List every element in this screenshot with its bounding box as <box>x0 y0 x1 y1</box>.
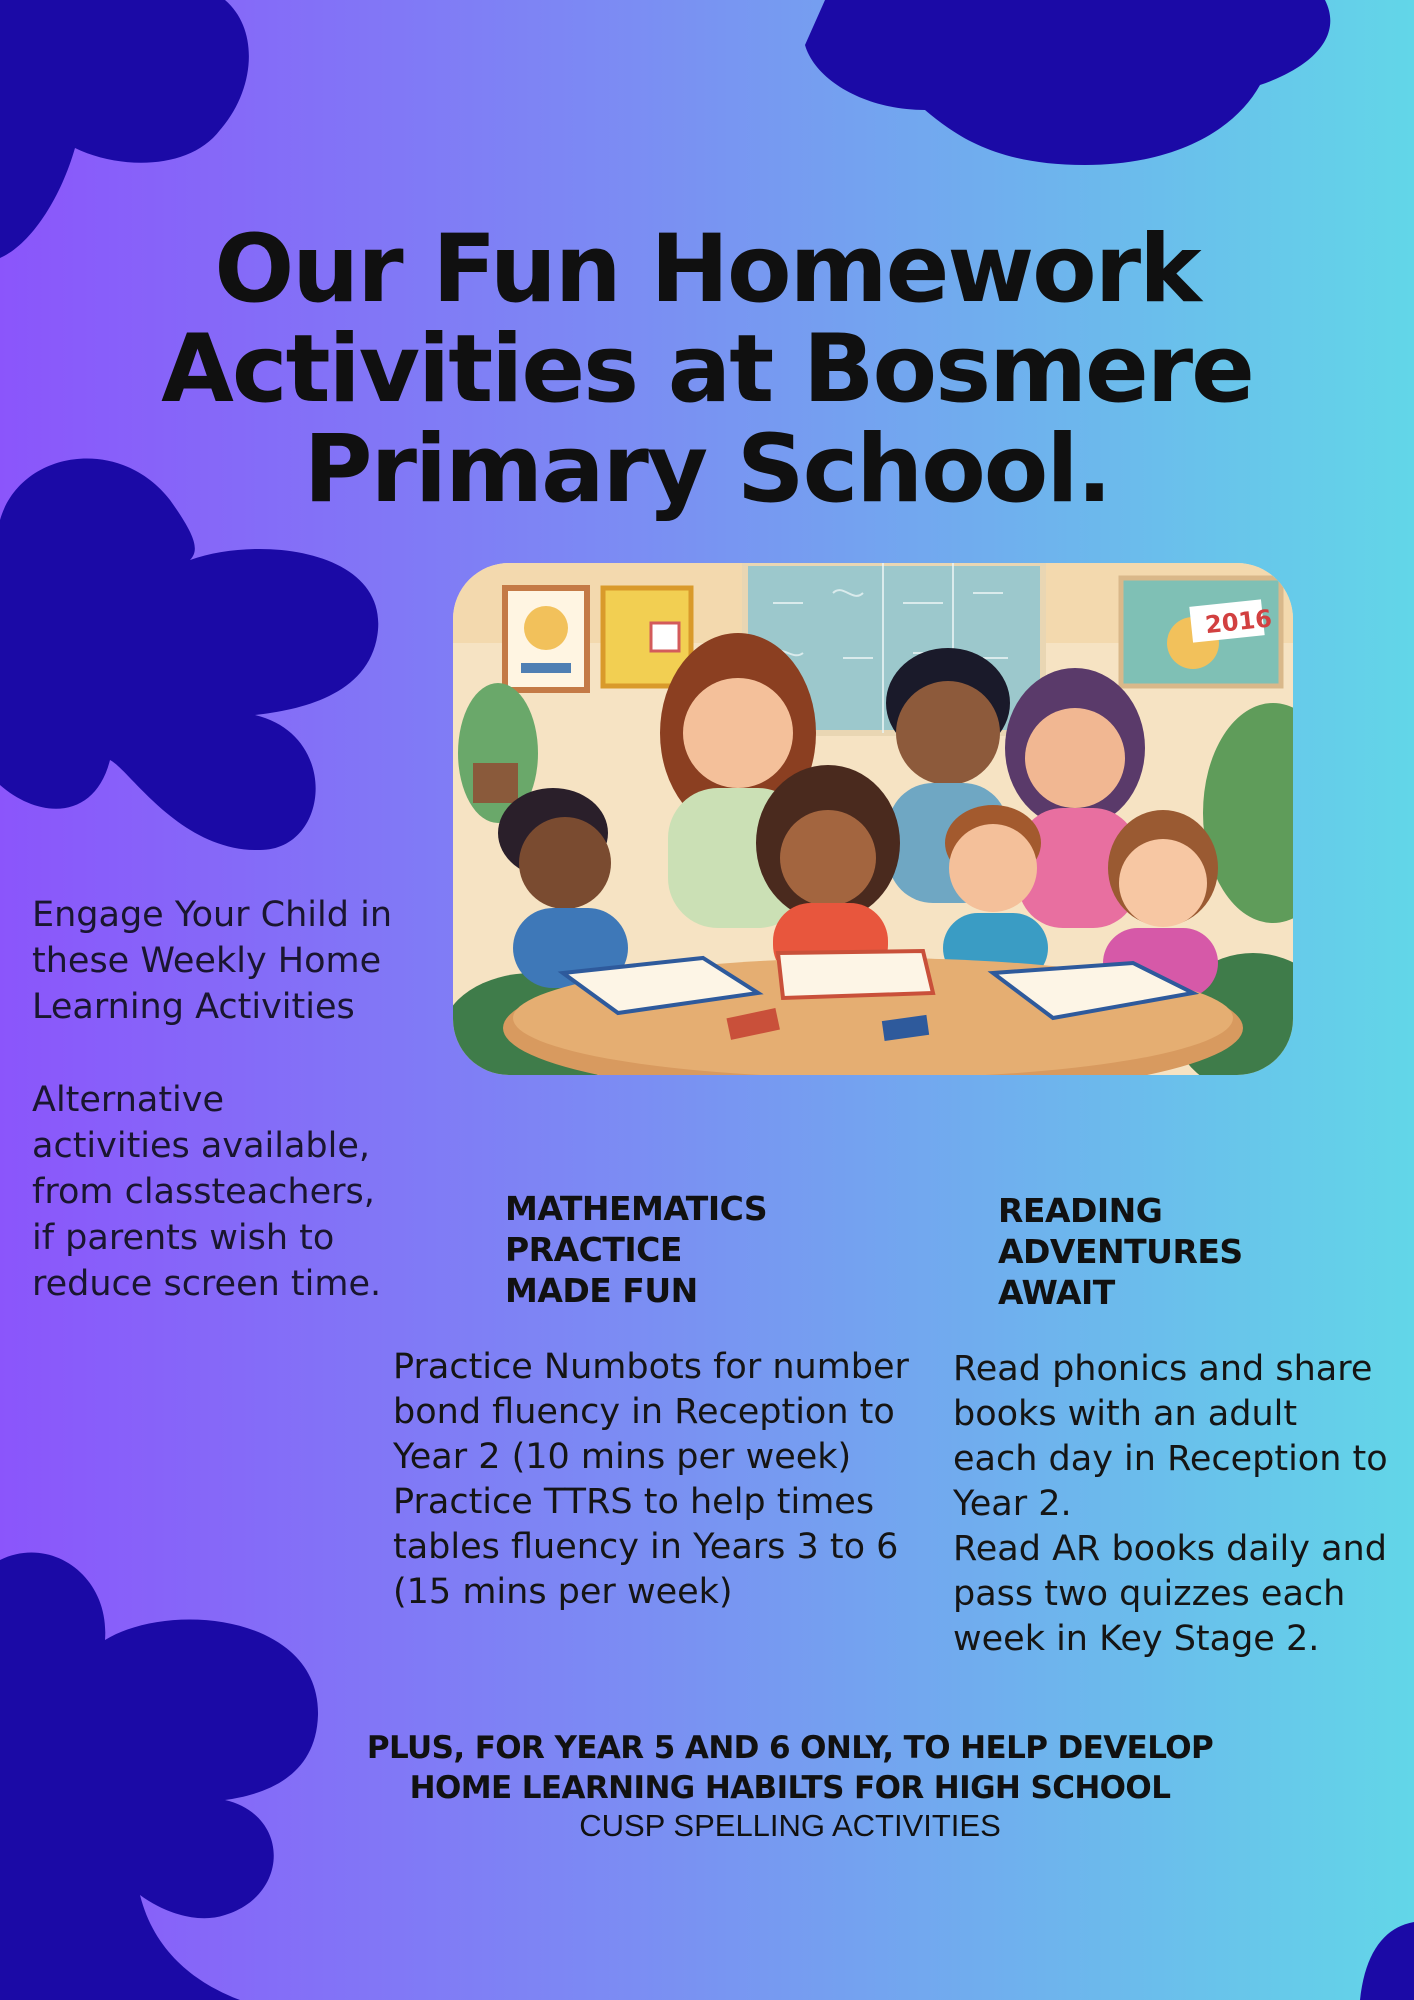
mathematics-description: Practice Numbots for number bond fluency in Reception to Year 2 (10 mins per week) Practice TTRS to help times tables fluency in Years 3 to 6 (15 mins per week) <box>393 1347 909 1612</box>
footer-line: HOME LEARNING HABILTS FOR HIGH SCHOOL <box>409 1770 1171 1806</box>
title-line: Primary School. <box>303 415 1111 524</box>
alternative-text: Alternative activities available, from classteachers, if parents wish to reduce screen time. <box>32 1080 382 1304</box>
board-tag-text: 2016 <box>1203 604 1274 640</box>
engage-text: Engage Your Child in these Weekly Home Learning Activities <box>32 895 392 1027</box>
reading-description: Read phonics and share books with an adult each day in Reception to Year 2. Read AR books daily and pass two quizzes each week in Key Stage 2. <box>953 1349 1388 1659</box>
classroom-illustration-drawing <box>453 563 1293 1075</box>
blob-top-right-shape <box>805 0 1335 170</box>
mathematics-heading: MATHEMATICS PRACTICE MADE FUN <box>505 1189 768 1310</box>
page-title <box>60 215 1354 524</box>
footer-note <box>220 1728 1360 1844</box>
blob-bottom-right-shape <box>1360 1922 1414 2000</box>
title-line: Our Fun Homework <box>214 215 1200 324</box>
footer-subtitle: CUSP SPELLING ACTIVITIES <box>579 1808 1001 1843</box>
footer-line: PLUS, FOR YEAR 5 AND 6 ONLY, TO HELP DEVELOP <box>366 1730 1214 1766</box>
reading-heading: READING ADVENTURES AWAIT <box>998 1191 1243 1312</box>
title-line: Activities at Bosmere <box>161 315 1253 424</box>
classroom-illustration <box>453 563 1293 1075</box>
